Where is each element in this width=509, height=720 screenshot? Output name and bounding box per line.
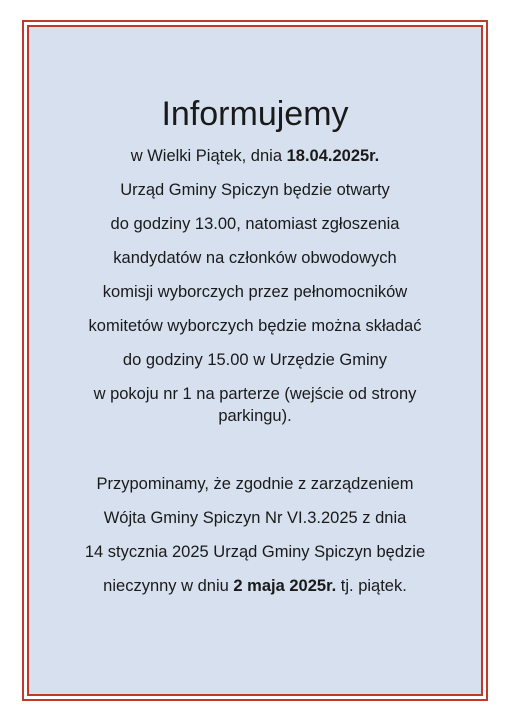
notice-title: Informujemy [161,95,349,133]
notice-line: do godziny 15.00 w Urzędzie Gminy [122,351,388,369]
reminder-line: Wójta Gminy Spiczyn Nr VI.3.2025 z dnia [103,509,407,527]
reminder-line: 14 stycznia 2025 Urząd Gminy Spiczyn będzie [84,543,426,561]
inner-border [27,25,483,696]
closure-date-bold: 2 maja 2025r. [233,577,337,595]
notice-line: kandydatów na członków obwodowych [113,249,397,267]
notice-line: komitetów wyborczych będzie można składać [88,317,422,335]
reminder-line: Przypominamy, że zgodnie z zarządzeniem [96,475,414,493]
paragraph-gap [29,427,481,467]
closure-prefix: nieczynny w dniu [103,577,234,595]
outer-border [22,20,488,701]
notice-line-date [29,139,481,173]
notice-line: parkingu). [218,407,292,425]
date-prefix: w Wielki Piątek, dnia [130,147,287,165]
date-bold: 18.04.2025r. [286,147,380,165]
notice-line: do godziny 13.00, natomiast zgłoszenia [110,215,400,233]
notice-line: w pokoju nr 1 na parterze (wejście od strony [93,385,417,403]
notice-content [29,93,481,603]
reminder-line-closure [29,569,481,603]
notice-line: komisji wyborczych przez pełnomocników [102,283,408,301]
closure-suffix: tj. piątek. [336,577,407,595]
notice-line: Urząd Gminy Spiczyn będzie otwarty [120,181,390,199]
